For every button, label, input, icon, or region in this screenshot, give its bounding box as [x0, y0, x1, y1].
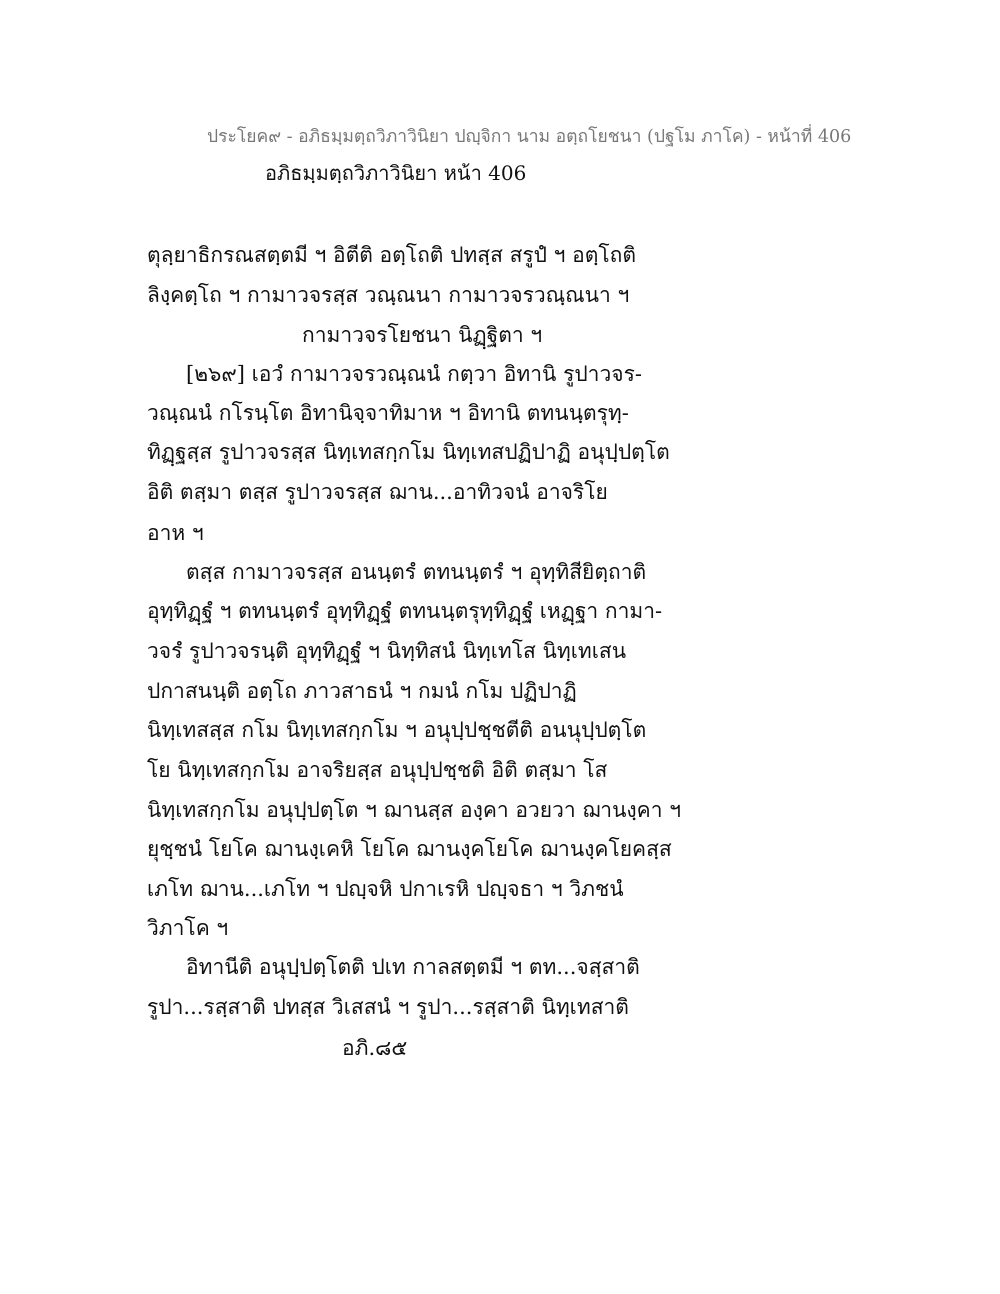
text-line: ปกาสนนฺติ อตฺโถ ภาวสาธนํ ฯ กมนํ กโม ปฏิปาฏิ [147, 679, 577, 703]
text-line: [๒๖๙] เอวํ กามาวจรวณฺณนํ กตฺวา อิทานิ รูปาวจร- [186, 362, 642, 386]
text-line: ตสฺส กามาวจรสฺส อนนฺตรํ ตทนนฺตรํ ฯ อุทฺทิสียิตฺถาติ [186, 560, 647, 584]
footer-signature: อภิ.๘๕ [342, 1036, 408, 1060]
text-line: ทิฏฺฐสฺส รูปาวจรสฺส นิทฺเทสกฺกโม นิทฺเทสปฏิปาฏิ อนุปฺปตฺโต [147, 440, 670, 464]
text-line: รูปา...รสฺสาติ ปทสฺส วิเสสนํ ฯ รูปา...รสฺสาติ นิทฺเทสาติ [147, 995, 629, 1019]
text-line: โย นิทฺเทสกฺกโม อาจริยสฺส อนุปฺปชฺชติ อิติ ตสฺมา โส [147, 758, 608, 782]
text-line: อิติ ตสฺมา ตสฺส รูปาวจรสฺส ฌาน...อาทิวจนํ อาจริโย [147, 480, 608, 504]
text-line: ตุลฺยาธิกรณสตฺตมี ฯ อิตีติ อตฺโถติ ปทสฺส สรูปํ ฯ อตฺโถติ [147, 243, 637, 267]
text-line: เภโท ฌาน...เภโท ฯ ปญฺจหิ ปกาเรหิ ปญฺจธา ฯ วิภชนํ [147, 877, 624, 901]
page-title: อภิธมฺมตฺถวิภาวินิยา หน้า 406 [265, 161, 527, 185]
text-line: อาห ฯ [147, 521, 204, 545]
text-line: กามาวจรโยชนา นิฏฺฐิตา ฯ [302, 323, 543, 347]
text-line: อิทานีติ อนุปฺปตฺโตติ ปเท กาลสตฺตมี ฯ ตท...จสฺสาติ [186, 955, 640, 979]
running-head: ประโยค๙ - อภิธมฺมตฺถวิภาวินิยา ปญฺจิกา นาม อตฺถโยชนา (ปฐโม ภาโค) - หน้าที่ 406 [207, 127, 852, 147]
text-line: นิทฺเทสกฺกโม อนุปฺปตฺโต ฯ ฌานสฺส องฺคา อวยวา ฌานงฺคา ฯ [147, 798, 681, 822]
text-line: วิภาโค ฯ [147, 916, 229, 940]
text-line: ยุชฺชนํ โยโค ฌานงฺเคหิ โยโค ฌานงฺคโยโค ฌานงฺคโยคสฺส [147, 837, 672, 861]
text-line: อุทฺทิฏฺฐํ ฯ ตทนนฺตรํ อุทฺทิฏฺฐํ ตทนนฺตรุทฺทิฏฺฐํ เหฏฺฐา กามา- [147, 599, 663, 623]
text-line: นิทฺเทสสฺส กโม นิทฺเทสกฺกโม ฯ อนุปฺปชฺชตีติ อนนุปฺปตฺโต [147, 718, 647, 742]
text-line: วณฺณนํ กโรนฺโต อิทานิจฺจาทิมาห ฯ อิทานิ ตทนนฺตรุทฺ- [147, 401, 629, 425]
text-line: ลิงฺคตฺโถ ฯ กามาวจรสฺส วณฺณนา กามาวจรวณฺณนา ฯ [147, 283, 630, 307]
text-line: วจรํ รูปาวจรนฺติ อุทฺทิฏฺฐํ ฯ นิทฺทิสนํ นิทฺเทโส นิทฺเทเสน [147, 639, 627, 663]
